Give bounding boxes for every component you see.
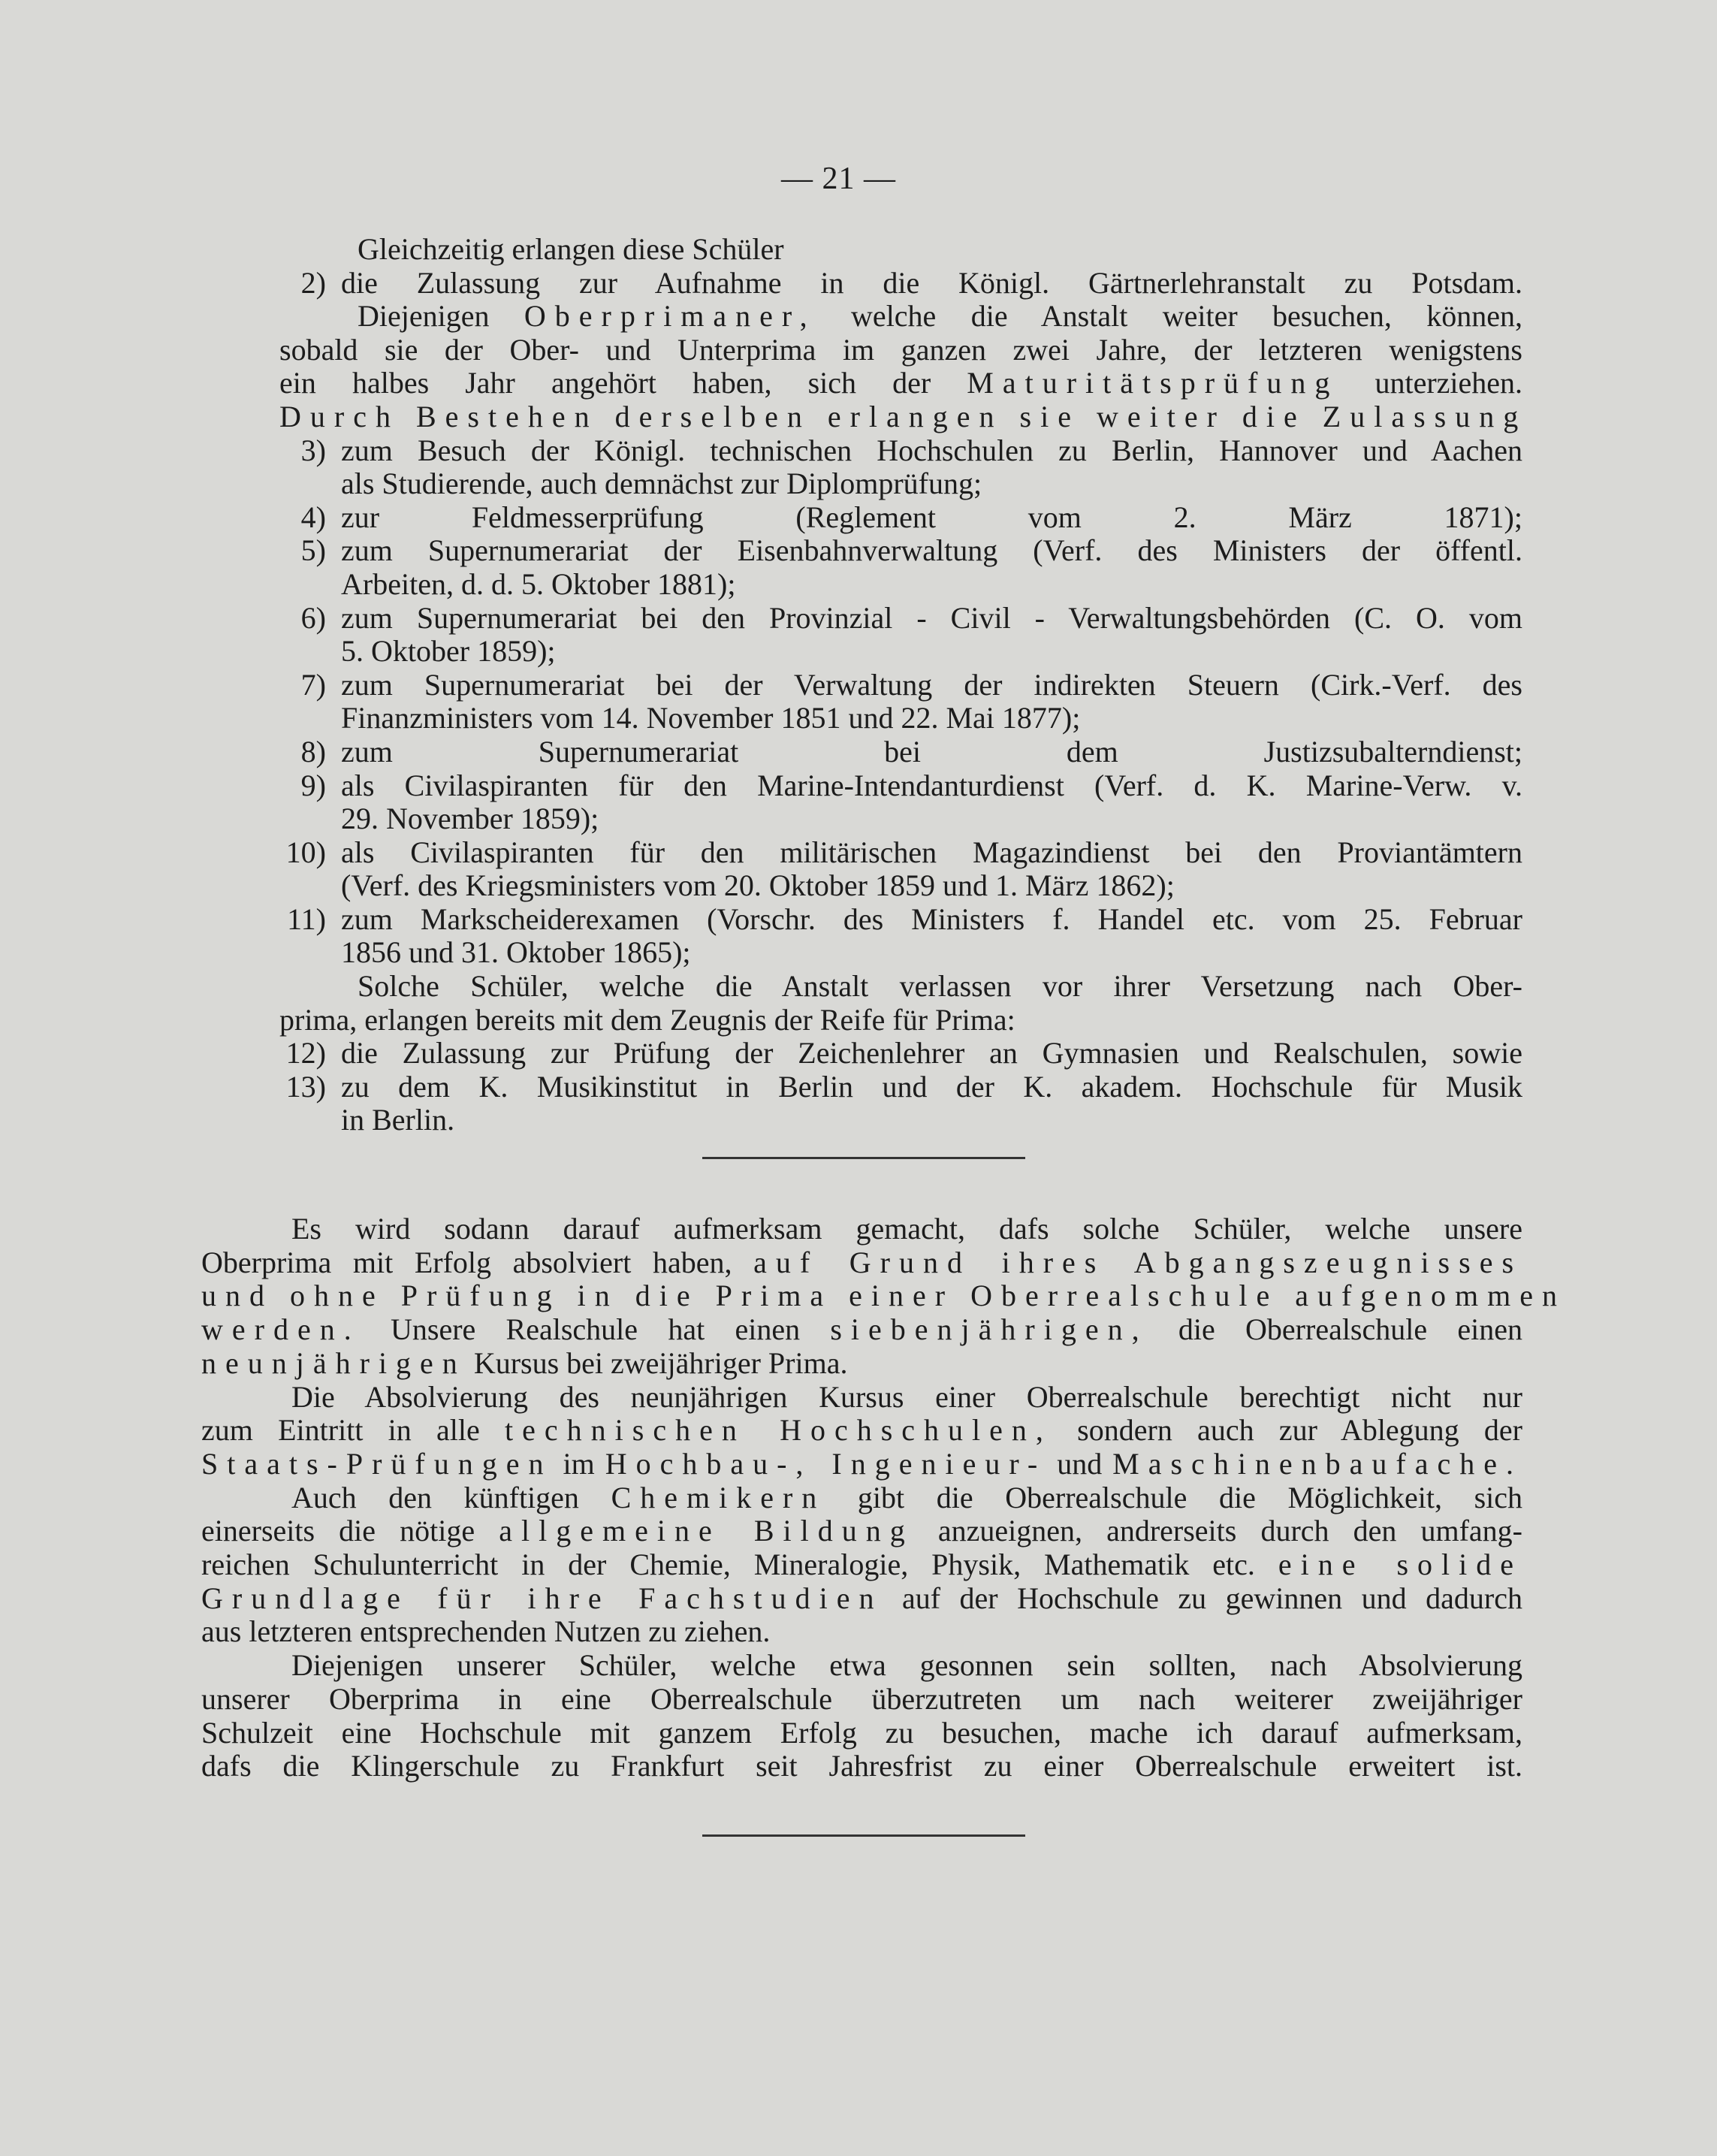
- item-line: zum Markscheiderexamen (Vorschr. des Ministers f. Handel etc. vom 25. Februar: [341, 901, 1522, 936]
- oberprimaner-paragraph: [279, 299, 1528, 433]
- list-item: [279, 669, 1522, 735]
- item-line: als Civilaspiranten für den militärischen Magazindienst bei den Proviantämtern: [341, 835, 1522, 869]
- section-divider: [702, 1157, 1025, 1159]
- paragraph-line: Staats-Prüfungen im Hochbau-, Ingenieur- und Maschinenbaufache.: [201, 1446, 1523, 1481]
- list-item: [279, 903, 1522, 970]
- upper-section: [279, 232, 1528, 1137]
- list-item: [279, 434, 1522, 501]
- item-number: 7): [300, 667, 326, 702]
- paragraph-line: neunjährigen Kursus bei zweijähriger Prima.: [201, 1345, 848, 1380]
- item-number: 11): [287, 901, 326, 936]
- list-item: [279, 501, 1522, 535]
- paragraph-line: dafs die Klingerschule zu Frankfurt seit Jahresfrist zu einer Oberrealschule erweitert ist.: [201, 1749, 1522, 1783]
- item-line: zum Supernumerariat bei den Provinzial - Civil - Verwaltungsbehörden (C. O. vom: [341, 600, 1522, 635]
- list-item: [279, 836, 1522, 903]
- item-number: 8): [300, 734, 326, 768]
- item-number: 2): [300, 265, 326, 300]
- item-number: 5): [300, 533, 326, 568]
- list-item: [279, 769, 1522, 836]
- item-line: Arbeiten, d. d. 5. Oktober 1881);: [341, 566, 736, 601]
- paragraph-line: Auch den künftigen Chemikern gibt die Oberrealschule die Möglichkeit, sich: [291, 1480, 1523, 1514]
- item-number: 9): [300, 768, 326, 802]
- paragraph-line: aus letzteren entsprechenden Nutzen zu ziehen.: [201, 1614, 771, 1649]
- list-item: [279, 735, 1522, 769]
- item-line: die Zulassung zur Prüfung der Zeichenlehrer an Gymnasien und Realschulen, sowie: [341, 1036, 1522, 1070]
- numbered-list: [279, 434, 1522, 971]
- item-line: Finanzministers vom 14. November 1851 und 22. Mai 1877);: [341, 701, 1081, 735]
- paragraph-line: Durch Bestehen derselben erlangen sie weiter die Zulassung: [279, 399, 1528, 433]
- item-line: 1856 und 31. Oktober 1865);: [341, 935, 691, 970]
- item-line: als Studierende, auch demnächst zur Diplomprüfung;: [341, 467, 982, 501]
- item-line: zur Feldmesserprüfung (Reglement vom 2. März 1871);: [341, 500, 1522, 534]
- paragraph-line: Die Absolvierung des neunjährigen Kursus einer Oberrealschule berechtigt nicht nur: [291, 1379, 1522, 1414]
- section-divider: [702, 1834, 1025, 1837]
- item-line: 5. Oktober 1859);: [341, 634, 556, 669]
- paragraph-line: prima, erlangen bereits mit dem Zeugnis der Reife für Prima:: [279, 1002, 1015, 1037]
- paragraph-line: Es wird sodann darauf aufmerksam gemacht, dafs solche Schüler, welche unsere: [291, 1212, 1522, 1246]
- list-item: [279, 1070, 1522, 1137]
- item-line: zum Supernumerariat bei dem Justizsubalterndienst;: [341, 734, 1522, 768]
- list-item: [279, 1037, 1522, 1070]
- paragraph-line: Diejenigen Oberprimaner, welche die Anstalt weiter besuchen, können,: [358, 299, 1523, 334]
- item-line: als Civilaspiranten für den Marine-Intendanturdienst (Verf. d. K. Marine-Verw. v.: [341, 768, 1522, 802]
- item-number: 4): [300, 500, 326, 534]
- paragraph-line: werden. Unsere Realschule hat einen siebenjährigen, die Oberrealschule einen: [201, 1312, 1523, 1347]
- paragraph-line: sobald sie der Ober- und Unterprima im ganzen zwei Jahre, der letzteren wenigstens: [279, 332, 1522, 367]
- item-number: 12): [285, 1036, 326, 1070]
- item-line: (Verf. des Kriegsministers vom 20. Oktober 1859 und 1. März 1862);: [341, 868, 1175, 903]
- item-line: zum Supernumerariat bei der Verwaltung der indirekten Steuern (Cirk.-Verf. des: [341, 667, 1522, 702]
- paragraph-3: [201, 1481, 1522, 1650]
- item-line: zum Besuch der Königl. technischen Hochschulen zu Berlin, Hannover und Aachen: [341, 433, 1522, 467]
- paragraph-line: zum Eintritt in alle technischen Hochschulen, sondern auch zur Ablegung der: [201, 1413, 1523, 1448]
- paragraph-2: [201, 1381, 1522, 1481]
- paragraph-line: Schulzeit eine Hochschule mit ganzem Erfolg zu besuchen, mache ich darauf aufmerksam,: [201, 1715, 1522, 1750]
- paragraph-1: [201, 1212, 1567, 1381]
- paragraph-line: unserer Oberprima in eine Oberrealschule überzutreten um nach weiterer zweijähriger: [201, 1681, 1522, 1716]
- lower-section: [201, 1212, 1567, 1783]
- paragraph-4: [201, 1649, 1522, 1783]
- item-number: 10): [285, 835, 326, 869]
- paragraph-line: Grundlage für ihre Fachstudien auf der Hochschule zu gewinnen und dadurch: [201, 1581, 1522, 1615]
- numbered-list: [279, 1037, 1522, 1137]
- item-number: 6): [300, 600, 326, 635]
- list-item: [279, 534, 1522, 601]
- list-item: [279, 267, 1522, 300]
- item-line: zu dem K. Musikinstitut in Berlin und der K. akadem. Hochschule für Musik: [341, 1069, 1522, 1104]
- paragraph-line: ein halbes Jahr angehört haben, sich der Maturitätsprüfung unterziehen.: [279, 366, 1523, 400]
- item-number: 3): [300, 433, 326, 467]
- paragraph-line: reichen Schulunterricht in der Chemie, Mineralogie, Physik, Mathematik etc. eine solide: [201, 1548, 1523, 1582]
- page-number: — 21 —: [781, 162, 896, 196]
- paragraph-line: Oberprima mit Erfolg absolviert haben, auf Grund ihres Abgangszeugnisses: [201, 1245, 1523, 1279]
- paragraph-line: Solche Schüler, welche die Anstalt verlassen vor ihrer Versetzung nach Ober-: [358, 969, 1522, 1004]
- item-line: in Berlin.: [341, 1103, 455, 1137]
- paragraph-line: einerseits die nötige allgemeine Bildung anzueignen, andrerseits durch den umfang-: [201, 1514, 1522, 1548]
- item-number: 13): [285, 1069, 326, 1104]
- list-item: [279, 602, 1522, 669]
- paragraph-line: Diejenigen unserer Schüler, welche etwa gesonnen sein sollten, nach Absolvierung: [291, 1648, 1522, 1683]
- item-line: 29. November 1859);: [341, 802, 599, 836]
- paragraph-line: und ohne Prüfung in die Prima einer Oberrealschule aufgenommen: [201, 1279, 1567, 1313]
- solche-paragraph: [279, 970, 1522, 1037]
- intro-line: Gleichzeitig erlangen diese Schüler: [358, 232, 784, 266]
- item-line: die Zulassung zur Aufnahme in die Königl. Gärtnerlehranstalt zu Potsdam.: [341, 265, 1522, 300]
- item-line: zum Supernumerariat der Eisenbahnverwaltung (Verf. des Ministers der öffentl.: [341, 533, 1522, 568]
